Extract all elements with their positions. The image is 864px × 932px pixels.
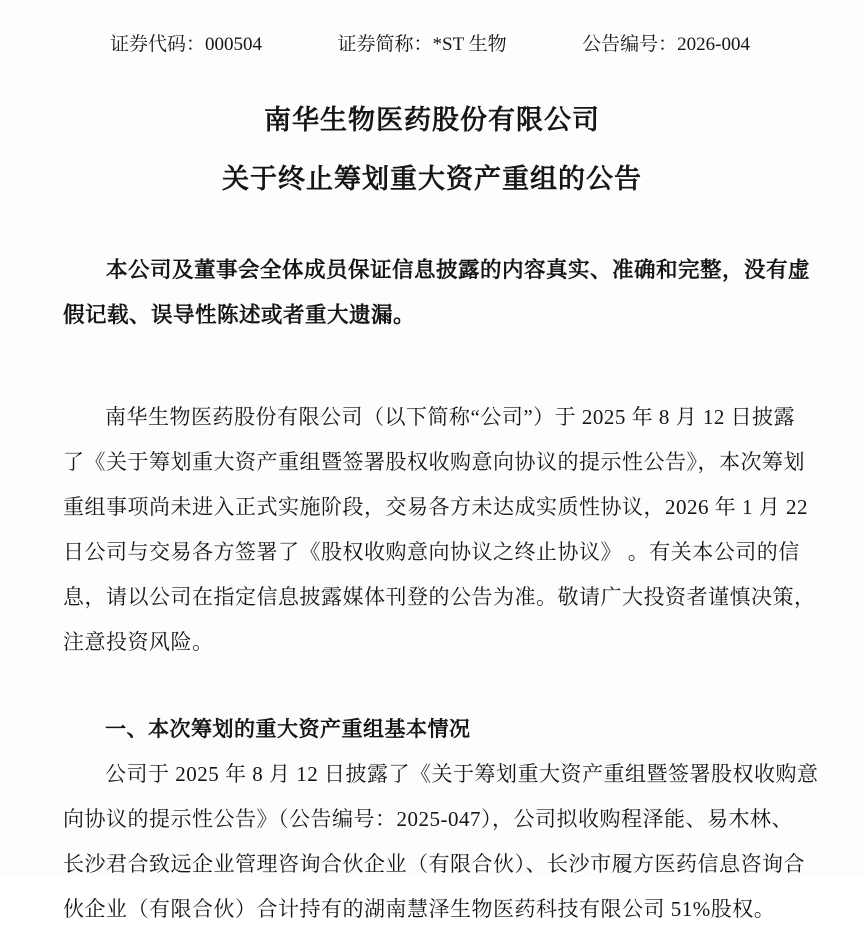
company-name-title: 南华生物医药股份有限公司 [264, 105, 600, 135]
body-text-line: 息，请以公司在指定信息披露媒体刊登的公告为准。敬请广大投资者谨慎决策， [63, 585, 816, 609]
stock-code-label: 证券代码：000504 [110, 34, 263, 55]
body-text-line: 南华生物医药股份有限公司（以下简称“公司”）于 2025 年 8 月 12 日披露 [105, 405, 796, 429]
announcement-number-label: 公告编号：2026-004 [582, 34, 750, 55]
body-text-line: 日公司与交易各方签署了《股权收购意向协议之终止协议》 。有关本公司的信 [63, 540, 800, 564]
body-text-line: 向协议的提示性公告》（公告编号：2025-047），公司拟收购程泽能、易木林、 [63, 807, 793, 831]
document-header-row [0, 0, 864, 56]
body-text-line: 注意投资风险。 [63, 630, 214, 654]
body-text-line: 了《关于筹划重大资产重组暨签署股权收购意向协议的提示性公告》，本次筹划 [63, 450, 805, 474]
disclaimer-line: 本公司及董事会全体成员保证信息披露的内容真实、准确和完整，没有虚 [106, 258, 811, 282]
section-1-heading: 一、本次筹划的重大资产重组基本情况 [105, 717, 471, 741]
body-text-line: 重组事项尚未进入正式实施阶段，交易各方未达成实质性协议，2026 年 1 月 22 [63, 495, 808, 519]
disclaimer-line: 假记载、误导性陈述或者重大遗漏。 [63, 303, 416, 327]
body-text-line: 公司于 2025 年 8 月 12 日披露了《关于筹划重大资产重组暨签署股权收购意 [105, 762, 819, 786]
announcement-subject-title: 关于终止筹划重大资产重组的公告 [222, 164, 642, 194]
disclaimer-paragraph [63, 248, 811, 338]
stock-abbreviation-label: 证券简称：*ST 生物 [337, 34, 507, 55]
section-1-block [63, 707, 819, 932]
body-paragraph-1 [63, 395, 816, 665]
body-text-line: 伙企业（有限合伙）合计持有的湖南慧泽生物医药科技有限公司 51%股权。 [63, 897, 776, 921]
body-text-line: 长沙君合致远企业管理咨询合伙企业（有限合伙）、长沙市履方医药信息咨询合 [63, 852, 805, 876]
